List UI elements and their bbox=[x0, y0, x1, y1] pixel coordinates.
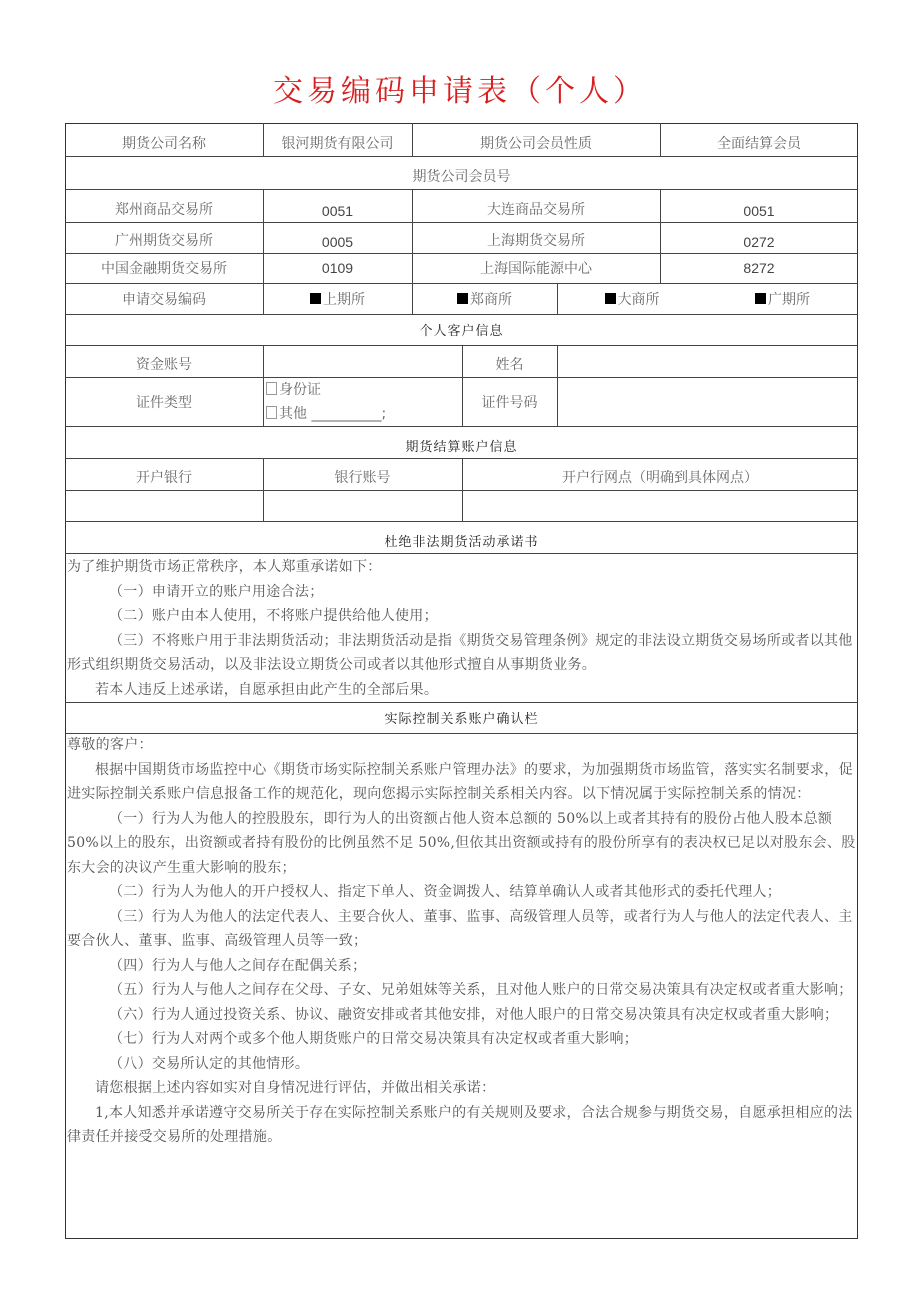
member-type-label: 期货公司会员性质 bbox=[480, 136, 592, 152]
control-greeting: 尊敬的客户： bbox=[67, 737, 153, 753]
member-no-header: 期货公司会员号 bbox=[412, 169, 511, 185]
option-label: 大商所 bbox=[617, 291, 660, 308]
pledge-header: 杜绝非法期货活动承诺书 bbox=[384, 535, 539, 550]
branch-column-header: 开户行网点（明确到具体网点） bbox=[562, 470, 758, 486]
checked-box-icon bbox=[310, 293, 321, 304]
fund-account-field[interactable] bbox=[263, 345, 462, 377]
bank-column-header: 开户银行 bbox=[136, 470, 192, 486]
option-label: 身份证 bbox=[279, 381, 321, 398]
company-name-label: 期货公司名称 bbox=[122, 136, 206, 152]
apply-option-gfex[interactable] bbox=[707, 283, 858, 314]
fund-account-label: 资金账号 bbox=[136, 357, 192, 373]
settlement-header: 期货结算账户信息 bbox=[405, 440, 518, 455]
checkbox-icon bbox=[266, 382, 277, 395]
exchange-code: 0051 bbox=[321, 203, 354, 219]
apply-label: 申请交易编码 bbox=[122, 291, 206, 308]
member-type-value: 全面结算会员 bbox=[717, 136, 801, 152]
exchange-name: 广州期货交易所 bbox=[115, 233, 213, 249]
control-item: （三）行为人为他人的法定代表人、主要合伙人、董事、监事、高级管理人员等，或者行为人与他人的法定代表人、主要合伙人、董事、监事、高级管理人员等一致； bbox=[67, 908, 853, 949]
control-item: （四）行为人与他人之间存在配偶关系； bbox=[109, 957, 367, 974]
control-item: （一）行为人为他人的控股股东，即行为人的出资额占他人资本总额的 50%以上或者其持有的股份占他人股本总额 50%以上的股东，出资额或者持有股份的比例虽然不足 50%,但依其出资额或持有的股份所享有的表决权已足以对股东会、股东大会的决议产生重大影响的股东； bbox=[67, 810, 856, 876]
exchange-name: 中国金融期货交易所 bbox=[101, 261, 227, 277]
apply-option-czce[interactable] bbox=[412, 283, 557, 314]
id-number-label: 证件号码 bbox=[481, 394, 538, 411]
option-label: 广期所 bbox=[768, 291, 810, 308]
control-intro: 根据中国期货市场监控中心《期货市场实际控制关系账户管理办法》的要求，为加强期货市场监管，落实实名制要求，促进实际控制关系账户信息报备工作的规范化，现向您揭示实际控制关系相关内容。以下情况属于实际控制关系的情况： bbox=[67, 761, 853, 802]
pledge-intro: 为了维护期货市场正常秩序，本人郑重承诺如下： bbox=[67, 559, 382, 575]
apply-option-shfe[interactable] bbox=[263, 283, 412, 314]
pledge-item: （三）不将账户用于非法期货活动；非法期货活动是指《期货交易管理条例》规定的非法设立期货交易场所或者以其他形式组织期货交易活动，以及非法设立期货公司或者以其他形式擅自从事期货业务。 bbox=[67, 632, 853, 673]
pledge-closing: 若本人违反上述承诺，自愿承担由此产生的全部后果。 bbox=[95, 681, 439, 698]
exchange-name: 大连商品交易所 bbox=[487, 202, 585, 218]
checked-box-icon bbox=[755, 293, 766, 304]
option-label: 上期所 bbox=[323, 291, 365, 308]
control-item: （六）行为人通过投资关系、协议、融资安排或者其他安排，对他人眼户的日常交易决策具有决定权或者重大影响； bbox=[109, 1006, 839, 1023]
control-item: （八）交易所认定的其他情形。 bbox=[109, 1055, 310, 1072]
name-label: 姓名 bbox=[495, 357, 524, 373]
option-label: 郑商所 bbox=[470, 291, 512, 308]
pledge-item: （一）申请开立的账户用途合法； bbox=[109, 583, 324, 600]
control-body bbox=[67, 733, 857, 1150]
exchange-name: 上海期货交易所 bbox=[487, 233, 585, 249]
control-commitment: 1,本人知悉并承诺遵守交易所关于存在实际控制关系账户的有关规则及要求，合法合规参与期货交易，自愿承担相应的法律责任并接受交易所的处理措施。 bbox=[67, 1104, 853, 1145]
exchange-code: 0051 bbox=[743, 203, 775, 219]
company-name-value: 银河期货有限公司 bbox=[281, 136, 394, 152]
id-type-label: 证件类型 bbox=[136, 394, 192, 411]
control-item: （七）行为人对两个或多个他人期货账户的日常交易决策具有决定权或者重大影响； bbox=[109, 1031, 639, 1047]
name-field[interactable] bbox=[557, 345, 858, 377]
pledge-body bbox=[67, 555, 857, 702]
id-type-option-idcard[interactable] bbox=[266, 378, 321, 402]
exchange-code: 0005 bbox=[321, 234, 354, 250]
exchange-name: 郑州商品交易所 bbox=[115, 202, 213, 218]
pledge-item: （二）账户由本人使用，不将账户提供给他人使用； bbox=[109, 608, 438, 624]
bank-field[interactable] bbox=[65, 490, 263, 521]
account-column-header: 银行账号 bbox=[334, 470, 391, 486]
checked-box-icon bbox=[605, 293, 616, 304]
control-item: （五）行为人与他人之间存在父母、子女、兄弟姐妹等关系，且对他人账户的日常交易决策具有决定权或者重大影响； bbox=[109, 982, 853, 998]
exchange-name: 上海国际能源中心 bbox=[480, 261, 592, 277]
exchange-code: 0109 bbox=[321, 260, 354, 276]
control-request: 请您根据上述内容如实对自身情况进行评估，并做出相关承诺： bbox=[95, 1080, 496, 1096]
exchange-code: 8272 bbox=[743, 260, 775, 276]
id-type-option-other[interactable] bbox=[266, 402, 386, 426]
checkbox-icon bbox=[266, 406, 277, 419]
bank-account-field[interactable] bbox=[263, 490, 462, 521]
option-label: 其他 __________; bbox=[279, 405, 387, 422]
id-number-field[interactable] bbox=[557, 377, 858, 426]
exchange-code: 0272 bbox=[743, 234, 775, 250]
form-title: 交易编码申请表（个人） bbox=[273, 74, 647, 109]
checked-box-icon bbox=[457, 293, 468, 304]
control-item: （二）行为人为他人的开户授权人、指定下单人、资金调拨人、结算单确认人或者其他形式的委托代理人； bbox=[109, 884, 782, 900]
id-type-options bbox=[263, 377, 462, 426]
bank-branch-field[interactable] bbox=[462, 490, 858, 521]
personal-info-header: 个人客户信息 bbox=[419, 324, 504, 339]
control-header: 实际控制关系账户确认栏 bbox=[384, 712, 539, 727]
apply-option-dce[interactable] bbox=[557, 283, 707, 314]
